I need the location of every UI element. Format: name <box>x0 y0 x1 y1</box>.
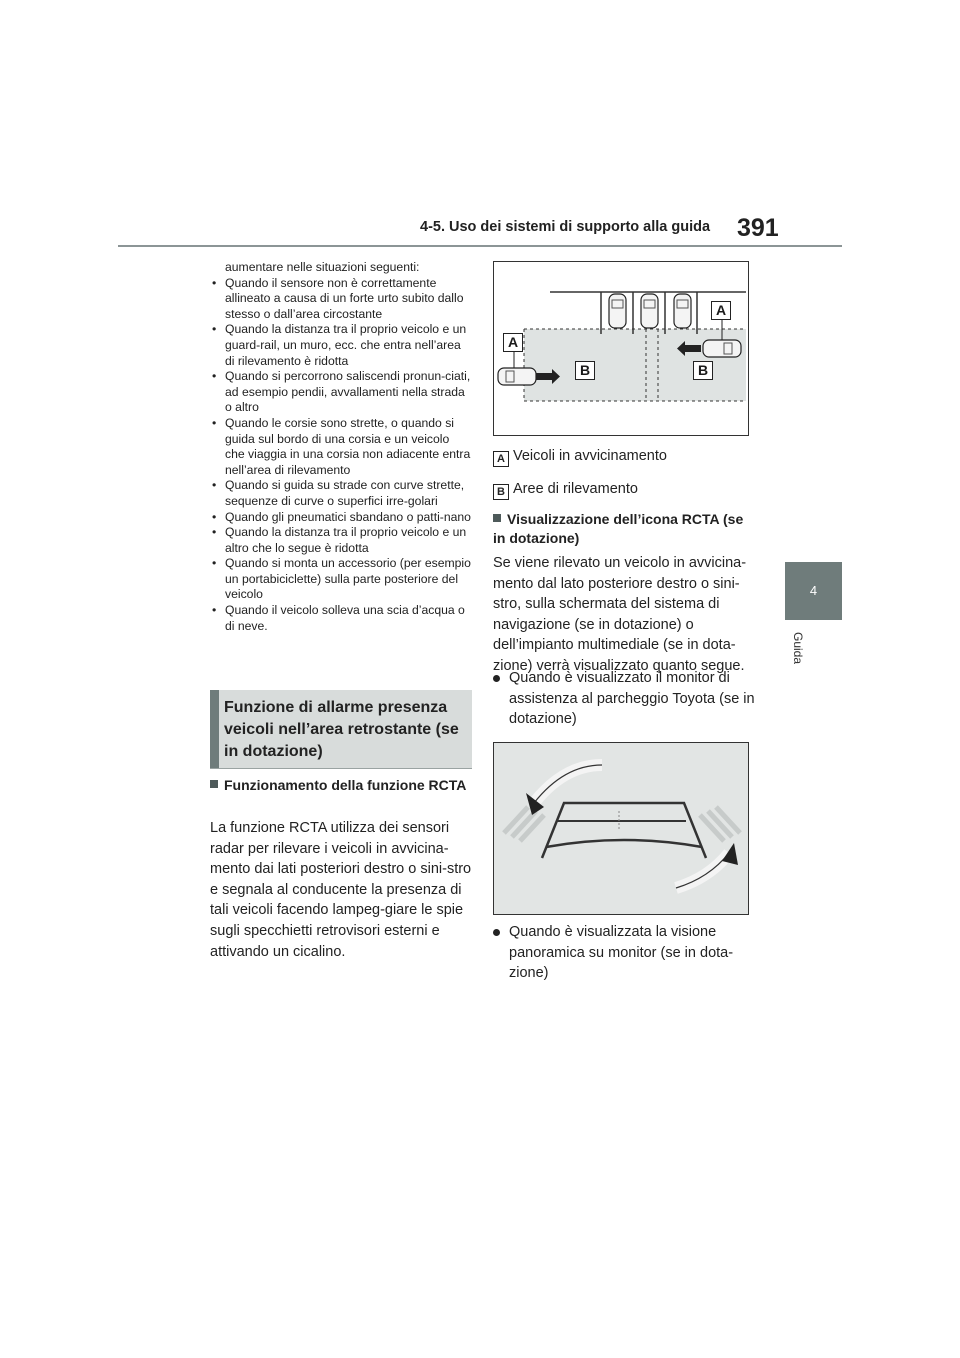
camera-view-figure <box>493 742 749 915</box>
list-item: • Quando il sensore non è correttamente allineato a causa di un forte urto subito dallo stesso o dall’area circostante <box>210 276 472 323</box>
square-bullet-icon <box>210 780 218 788</box>
list-item: • Quando il veicolo solleva una scia d’acqua o di neve. <box>210 603 472 634</box>
car-icon <box>674 294 691 328</box>
curved-arrow-icon <box>676 853 729 888</box>
label-b: B <box>575 361 595 380</box>
approaching-car-icon <box>703 340 741 357</box>
square-bullet-icon <box>493 514 501 522</box>
chapter-label <box>789 632 809 692</box>
legend-text: Veicoli in avvicinamento <box>513 448 667 464</box>
icon-subheading <box>493 510 755 548</box>
rcta-subheading <box>210 776 472 795</box>
conditions-list <box>210 260 472 634</box>
icon-paragraph: Se viene rilevato un veicolo in avvicina-mento dal lato posteriore destro o sini-stro, sulla schermata del sistema di navigazione (se in dotazione) o dell’impianto multimediale (se in dota-zione) verrà visualizzato quanto segue. <box>493 555 747 674</box>
label-a: A <box>711 301 731 320</box>
legend-item <box>493 446 753 467</box>
section-divider <box>210 768 472 769</box>
curved-arrow-icon <box>534 765 602 803</box>
section-heading: Funzione di allarme presenza veicoli nell’area retrostante (se in dotazione) <box>224 699 459 760</box>
approaching-car-icon <box>498 368 536 385</box>
parking-diagram-svg <box>494 262 748 435</box>
legend-text: Aree di rilevamento <box>513 481 638 497</box>
page-number: 391 <box>737 214 779 242</box>
list-item: • Quando si percorrono saliscendi pronun-ciati, ad esempio pendii, avvallamenti nella strada o altro <box>210 369 472 416</box>
guide-line <box>542 803 706 858</box>
camera-view-svg <box>494 743 748 914</box>
header-divider <box>118 245 842 247</box>
section-title: 4-5. Uso dei sistemi di supporto alla guida <box>420 219 711 235</box>
list-item: Quando è visualizzata la visione panoramica su monitor (se in dota-zione) <box>493 922 757 984</box>
parking-diagram <box>493 261 749 436</box>
list-item: • Quando gli pneumatici sbandano o patti-nano <box>210 510 472 526</box>
section-heading-box <box>210 690 472 768</box>
legend-key: A <box>493 451 509 467</box>
list-item: • Quando la distanza tra il proprio veicolo e un altro che lo segue è ridotta <box>210 525 472 556</box>
chapter-tab: 4 <box>785 562 842 620</box>
chapter-label-text: Guida <box>791 632 805 665</box>
car-icon <box>641 294 658 328</box>
list-intro: aumentare nelle situazioni seguenti: <box>225 260 420 274</box>
icon-subheading-text: Visualizzazione dell’icona RCTA (se in dotazione) <box>493 511 744 546</box>
list-item: • Quando le corsie sono strette, o quando si guida sul bordo di una corsia e un veicolo che viaggia in una corsia non adiacente entra nell’area di rilevamento <box>210 416 472 478</box>
label-b: B <box>693 361 713 380</box>
car-icon <box>609 294 626 328</box>
list-item: • Quando si monta un accessorio (per esempio un portabiciclette) sulla parte posteriore del veicolo <box>210 556 472 603</box>
legend-key: B <box>493 484 509 500</box>
rcta-subheading-text: Funzionamento della funzione RCTA <box>224 777 467 793</box>
list-item: • Quando si guida su strade con curve strette, sequenze di curve o superfici irre-golari <box>210 478 472 509</box>
label-a: A <box>503 333 523 352</box>
list-item: • Quando la distanza tra il proprio veicolo e un guard-rail, un muro, ecc. che entra nell’area di rilevamento è ridotta <box>210 322 472 369</box>
list-item: Quando è visualizzato il monitor di assistenza al parcheggio Toyota (se in dotazione) <box>493 668 757 730</box>
legend-item <box>493 479 753 500</box>
rcta-paragraph: La funzione RCTA utilizza dei sensori radar per rilevare i veicoli in avvicina-mento dai lati posteriori destro o sini-stro e segnala al conducente la presenza di tali veicoli facendo lampeg-giare le spie sugli specchietti retrovisori esterni e attivando un cicalino. <box>210 820 472 960</box>
